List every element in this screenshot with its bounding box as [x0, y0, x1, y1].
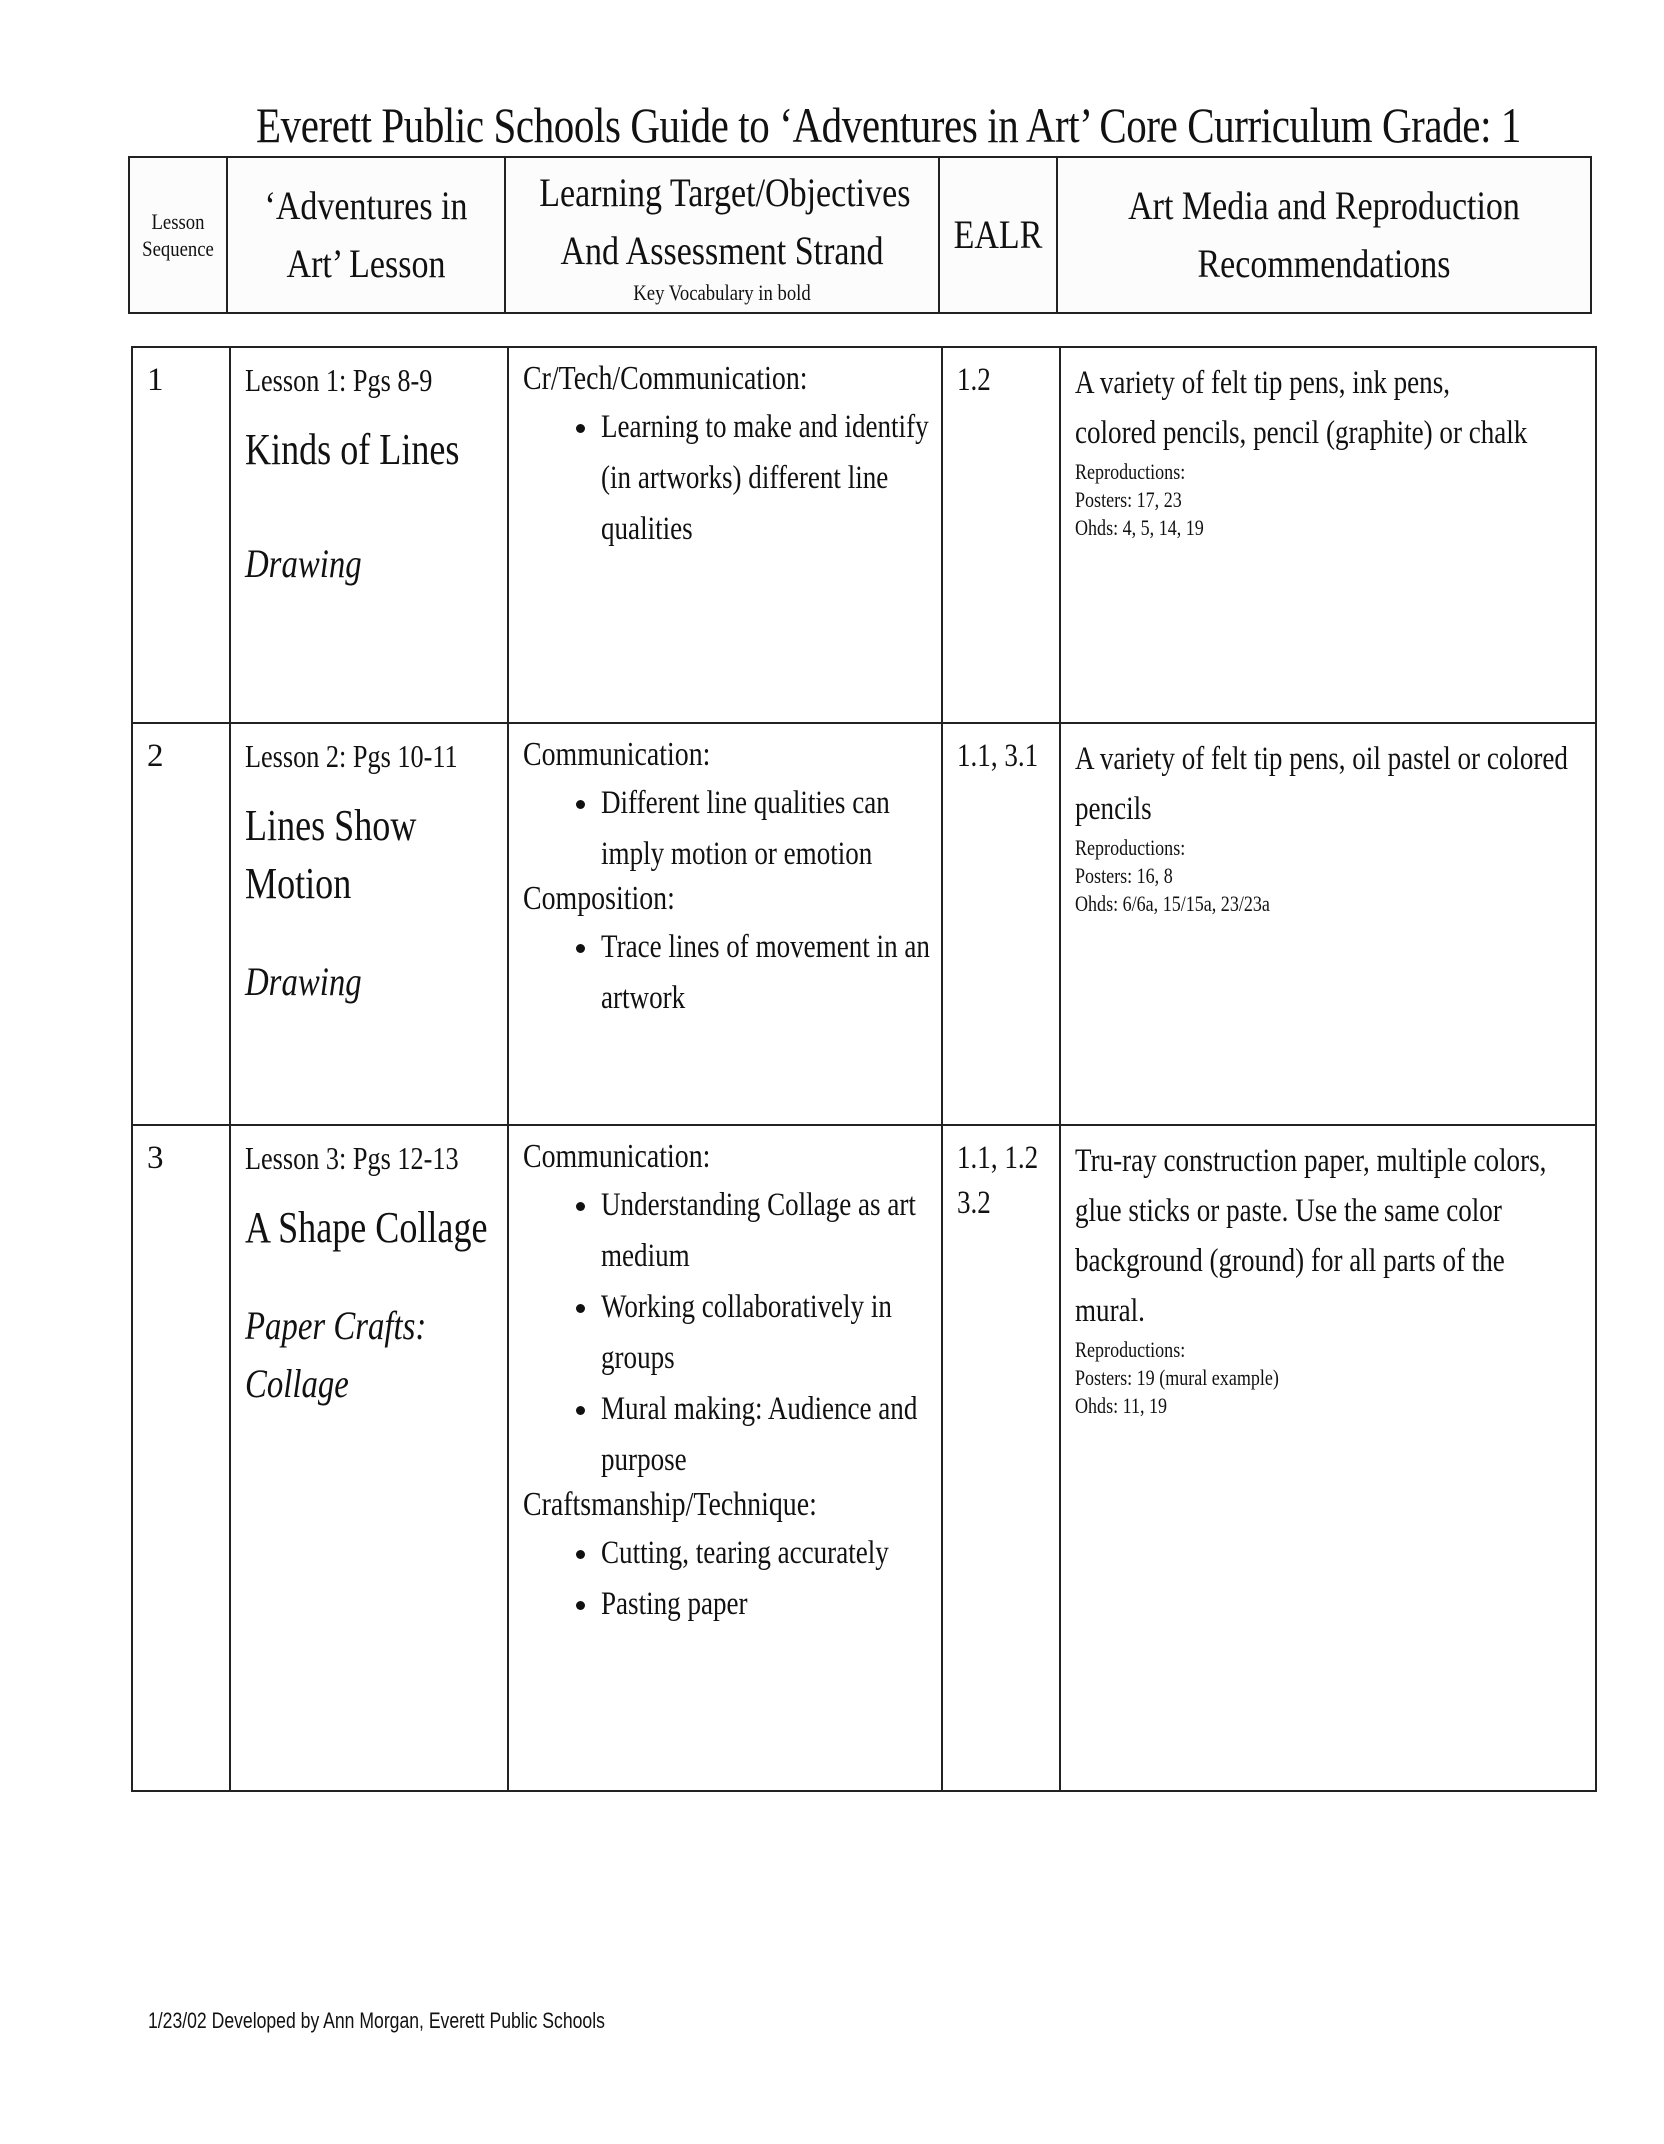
strand-label: Cr/Tech/Communication: [523, 360, 808, 397]
ealr-value: 1.2 [957, 362, 991, 398]
header-lesson-sequence [129, 157, 227, 313]
objectives-cell [508, 1125, 942, 1791]
lesson-pages: Lesson 2: Pgs 10-11 [245, 738, 458, 774]
materials-line: glue sticks or paste. Use the same color [1075, 1193, 1502, 1229]
footer-note: 1/23/02 Developed by Ann Morgan, Everett Public Schools [148, 2008, 605, 2033]
header-ealr-label: EALR [953, 212, 1043, 257]
header-target [505, 157, 939, 313]
posters-value: Posters: 16, 8 [1075, 863, 1173, 888]
ealr-cell [942, 723, 1060, 1125]
lesson-media-type: Paper Crafts: [245, 1303, 427, 1348]
lesson-pages: Lesson 3: Pgs 12-13 [245, 1140, 459, 1176]
header-table [128, 156, 1592, 314]
lesson-media-type: Drawing [245, 541, 362, 586]
header-target-line3: Key Vocabulary in bold [633, 280, 811, 305]
strand-label: Communication: [523, 736, 711, 773]
header-lesson [227, 157, 505, 313]
reproductions-label: Reproductions: [1075, 835, 1186, 860]
table-row [132, 723, 1596, 1125]
header-ealr [939, 157, 1057, 313]
lesson-pages: Lesson 1: Pgs 8-9 [245, 362, 433, 398]
lesson-sequence: 1 [132, 347, 230, 723]
reproductions-label: Reproductions: [1075, 1337, 1186, 1362]
media-cell [1060, 347, 1596, 723]
reproductions-label: Reproductions: [1075, 459, 1186, 484]
lesson-media-type-line2: Collage [245, 1361, 349, 1406]
strand-label: Communication: [523, 1138, 711, 1175]
objective-item: qualities [601, 511, 693, 547]
lesson-cell [230, 1125, 508, 1791]
materials-line: pencils [1075, 791, 1152, 827]
posters-value: Posters: 17, 23 [1075, 487, 1182, 512]
ohds-value: Ohds: 4, 5, 14, 19 [1075, 515, 1204, 540]
objective-item: Mural making: Audience and [601, 1391, 918, 1427]
header-seq-line2: Sequence [142, 236, 214, 261]
objective-item: Pasting paper [601, 1586, 748, 1622]
media-cell [1060, 1125, 1596, 1791]
media-cell [1060, 723, 1596, 1125]
header-target-line2: And Assessment Strand [560, 228, 884, 273]
lesson-title: Lines Show [245, 801, 417, 850]
header-media [1057, 157, 1591, 313]
lesson-title-line2: Motion [245, 859, 352, 908]
ohds-value: Ohds: 6/6a, 15/15a, 23/23a [1075, 891, 1270, 916]
curriculum-table [131, 346, 1597, 1792]
lesson-sequence: 3 [132, 1125, 230, 1791]
objective-item: (in artworks) different line [601, 460, 889, 496]
lesson-cell [230, 347, 508, 723]
objective-item: Cutting, tearing accurately [601, 1535, 889, 1571]
materials-line: A variety of felt tip pens, ink pens, [1075, 365, 1451, 401]
strand-label: Composition: [523, 880, 675, 917]
objectives-cell [508, 347, 942, 723]
materials-line: mural. [1075, 1293, 1145, 1329]
materials-line: Tru-ray construction paper, multiple colors, [1075, 1143, 1547, 1179]
header-media-line2: Recommendations [1197, 241, 1451, 286]
header-media-line1: Art Media and Reproduction [1128, 183, 1520, 228]
ealr-value-line2: 3.2 [957, 1185, 991, 1221]
objective-item: imply motion or emotion [601, 836, 873, 872]
lesson-title: A Shape Collage [245, 1203, 488, 1252]
objectives-cell [508, 723, 942, 1125]
header-lesson-line2: Art’ Lesson [286, 241, 446, 286]
page-title: Everett Public Schools Guide to ‘Adventures in Art’ Core Curriculum Grade: 1 [256, 97, 1522, 153]
materials-line: colored pencils, pencil (graphite) or chalk [1075, 415, 1528, 451]
objective-item: Working collaboratively in [601, 1289, 892, 1325]
header-lesson-line1: ‘Adventures in [264, 183, 468, 228]
materials-line: background (ground) for all parts of the [1075, 1243, 1505, 1279]
header-seq-line1: Lesson [151, 209, 205, 234]
lesson-sequence: 2 [132, 723, 230, 1125]
ealr-value: 1.1, 1.2 [957, 1140, 1039, 1176]
objective-item: groups [601, 1340, 675, 1376]
materials-line: A variety of felt tip pens, oil pastel or colored [1075, 741, 1568, 777]
ealr-cell [942, 347, 1060, 723]
ealr-value: 1.1, 3.1 [957, 738, 1039, 774]
objective-item: artwork [601, 980, 686, 1016]
objective-item: Learning to make and identify [601, 409, 929, 445]
table-row [132, 1125, 1596, 1791]
posters-value: Posters: 19 (mural example) [1075, 1365, 1279, 1390]
header-target-line1: Learning Target/Objectives [539, 170, 911, 215]
strand-label: Craftsmanship/Technique: [523, 1486, 817, 1523]
ealr-cell [942, 1125, 1060, 1791]
objective-item: medium [601, 1238, 690, 1274]
objective-item: purpose [601, 1442, 687, 1478]
objective-item: Trace lines of movement in an [601, 929, 930, 965]
objective-item: Understanding Collage as art [601, 1187, 916, 1223]
objective-item: Different line qualities can [601, 785, 890, 821]
lesson-media-type: Drawing [245, 959, 362, 1004]
table-row [132, 347, 1596, 723]
ohds-value: Ohds: 11, 19 [1075, 1393, 1168, 1418]
lesson-cell [230, 723, 508, 1125]
lesson-title: Kinds of Lines [245, 425, 460, 474]
